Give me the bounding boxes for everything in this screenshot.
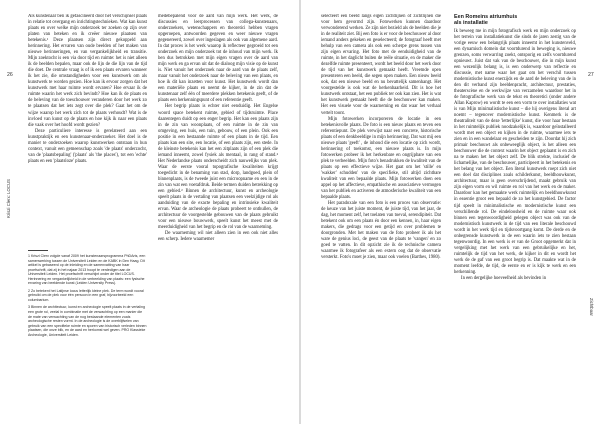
section-heading xyxy=(454,14,576,27)
paragraph: medebepalend voor de aard van mijn werk. Het werk, de discussies en leerprocessen van collega-kunstenaars, onderzoekers, wetenschappers en theoretici hebben vragen opgeroepen, antwoorden gegeven en weer nieuwe vragen gegenereerd, zowel over ingeslagen als ook van algemene aard. In dat proces is het werk waarop ik reflecteer gegroeid tot een onderzoek en mijn onderzoek tot de inhoud van mijn werk. Ik ben dus betrokken met mijn eigen vragen over de aard van mijn werk en ga ervan uit dat de dialoog mijn visie op de kunst is. Niet vanuit het onderzoek naar de aard van de plaats zelf, maar vanuit het onderzoek naar de beleving van een plaats, en hoe ik dit kan inzetten voor kunst. Het kunstwerk wordt dan een materiële plaats en neemt de kijker, in de zin dat de kunstenaar zelf één of meerdere plekken betekenis geeft, of de plaats een herkenningspunt of een referentie geeft. xyxy=(158,14,278,104)
left-running-head: Kriszi Clerx: LOCUS xyxy=(6,179,11,218)
footnote: 2 Zo betekent het Latijnse locus letterlijk kleine plek. De term wordt vooral gebruikt om de plek voor één persoon in een graf, bijvoorbeeld een columbarium. xyxy=(28,288,144,302)
section-heading-line: Een Romeins atriumhuis xyxy=(454,14,518,20)
paragraph: selecteert een beeld langs eigen zichtlijnen of zichtlijnen die voor hem gevormd zijn. Fotowerken kunnen daardoor verwonderend werken. Ze zijn niet bezield als de beelden die je in de realiteit ziet. Bij een foto is er voor de beschouwer al door iemand anders gekeken en geselecteerd; de fotograaf heeft met behulp van een camera als ook een scherpe grens tussen van zijn eigen ervaring. Het foto met de eenduidigheid van de ruimte, in het daglicht buiten de reële situatie, en de maker die dezelfde ruimte presenteert, wordt het beeld door het werk door de tijd van het kunstwerk gemaakt heeft. Vreemde open presenteren een beeld, die segen open maken. Een nieuw beeld ook, dat een nieuwe beeld en nu bevattelijk samenhangt. Het voorgestelde is ook wat de herkenbaarheid. Dit is hoe het kunstwerk ontstaat, het een publiek ter ook kan zien. Het is wat het kunstwerk gemaakt heeft die de beschouwer kan maken. Het een visuele voor de waarneming en dat waar het verhaal vertelt toont. xyxy=(321,14,441,116)
paragraph: De waarneming wil niet alleen zien in een ook niet alles een scherp. Iedere waarnemer xyxy=(158,231,278,243)
paragraph: Het paradoxale van een foto is een proces van observatie: de keuze van het juiste moment, de juiste tijd, van het jaar, de dag, het moment zelf, het toelaten van toeval, serendipiteit. Dat betekent ook om een plaats én door een kennen, in, haar eigen makers, die gedrags voor een getijd en over problemen te doorgronden. Met het maken van de foto probeer ik als het ware de genius loci, de geest van de plaats te 'vangen' en zo goed te vatten. In dit opzicht zie ik de technische camera waarmee ik fotografeer als een extern oog dat de observatie versterkt. Foto's moet je zien, maar ook voelen (Barthes, 1980). xyxy=(321,200,441,261)
section-heading-line: als installatie xyxy=(454,20,488,27)
right-running-head: Zichtbaar xyxy=(589,298,594,316)
paragraph: In een dergelijke hoeveelheid als bevinden in xyxy=(461,275,547,281)
page-gutter xyxy=(299,0,301,424)
paragraph: Het begrip plaats is echter niet eenduidig. Het Engelse woord space betekent ruimte, gebied of tijdsruimte. Place daarentegen duidt op een enger begrip. Het kan een plaats zijn in de zin van woonplaats, of een ruimte in de zin van omgeving, een huis, een tuin, gebouw, of een plein. Ook een positie in een bestaande ruimte of een plaats in de tijd. Een plaats kan een site, een locatie, of een plaats zijn, een stede. In de kleinste betekenis kan het een zitplaats zijn of een plek die iemand inneemt, zowel fysiek als mentaal, in rang of stand.² Het Nederlandse plaats onderscheidt zich nauwelijks van plek. Waar de eerste vooral topografische kwaliteiten krijgt toegedicht in de benaming van stad, dorp, landgoed, plein of binnenplaats, is de tweede juist een microopname en een in de zin van wat een voetafdruk. Beide termen duiden betrekking op een gebied.³ Binnen de architectuur, kunst en archeologie speelt plaats in de vertaling van plaatsen een veelzijdige rol als aanduiding van de exacte bepaling en intrinsieke kwaliteit ervan. Waar de archeologie de plaats probeert te onthullen, de architectuur de voorgestelde gebouwen van de plaats gebruikt voor een nieuwe bouwwerk, speelt kunst het meest met de meerduidigheid van het begrip en de rol van de waarneming. xyxy=(158,104,278,231)
left-page-number: 26 xyxy=(7,72,13,78)
footnotes xyxy=(28,254,147,340)
right-page-number: 27 xyxy=(588,72,594,78)
right-column-2 xyxy=(454,14,576,409)
paragraph: Als kunstenaar ben ik gefascineerd door het verschijnsel plaats in relatie tot overgang en inrichtingstechnieken. Wat kan kunst plaats en over welke mijn onderzoek ter zoeken op zijn over platen van beteken en ik creëer nieuwe plaatsen van betekenis.¹ Deze plaatsen zijn direct gekoppeld aan herinnering. Het ervaren van oude beelden of het maken van nieuwe herinneringen, en van vergankelijkheid en transitie. Mijn zoektocht is een via door tijd en ruimte: het is niet alleen ik de beelden bepalen, maar ook de lijn de die lijn van de tijd die doet. De centrale vraag is of ik een plaats ervaren wanneer ik het zie, die omstandigheden voor een kunstwerk om als kunstwerk te worden gezien. Hoe kan ik ervoor zorgen dat het kunstwerk met haar ruimte wordt ervaren? Hoe ervaar ik de ruimte waarin het werk zich bevindt? Hoe kan ik de plaats en de beleving van de toeschouwer veranderen door het werk zo te plaatsen dat het iets zegt over die plek? Gaat het om de wijze waarop het werk zich tot de plaats verhoudt? Wat is de invloed van kunst op de plaats en hoe kijk ik naar een plaats die vaak over het hoofd wordt gezien? xyxy=(28,14,147,128)
footnote-divider xyxy=(28,250,48,251)
paragraph: Mijn fotowerken incorporeren de locatie in een betekenisvolle plaats. De foto is een nieuw plaats en teven een referentiepunt. De plek verwijst naar een concrete, historische plaats of een denkbeeldige in mijn herinnering. Dat wat mij een nieuwe plaats 'geeft' , de inhoud die een locatie op zich wordt, herinnering of toekomst, een nieuwe plaats is. In mijn fotowerken probeer ik het herkenbare en ongrijpbare van een plek te verbeelden. Mijn foto's benadrukken de kwaliteit van de plaats op een effectieve wijze. Het gaat om het 'stille' en 'wakker' schudden' van de specifieke, stil altijd zichtbare kwaliteit van een bepaalde plaats. Mijn fotowerken doen een appel op het affectieve, empathische en associatieve vermogen van het publiek en activeren de atmosferische kwaliteit van een bepaalde plaats. xyxy=(321,116,441,200)
paragraph: Deze particuliere interesse is gerelateerd aan een kunstpraktijk en een kunstenaar-onderzoeker. Het doel is de manier te onderzoeken waarop kunstwerken ontstaan in hun context, vanuit een gemeenschap zoals 'de plaats' onderzocht, van de 'plaatsbepaling' ('plaats' als 'the places'), tot een 'echte' plaats en een 'plaatsloze' plaats. xyxy=(28,128,147,164)
footnote: 1 Kriszi Clerx volgde vanaf 2009 het kunstenaarsprogramma PhDArts, een samenwerking tussen de Universiteit Leiden en de KABK in Den Haag. Dit artikel is gebaseerd op de inleiding en de samenvatting van haar proefschrift, dat zij in het najaar 2013 hoopt te verdedigen aan de Universiteit Leiden. Het proefschrift verschijnt onder de titel LOCUS. Herinnering en vergankelijkheid in de verbeelding van plaats: een fysische ervaring van beeldende kunst (Leiden University Press). xyxy=(28,254,146,286)
paragraph: Ik beweeg me in mijn fotografisch werk en mijn onderzoek op het terrein van installatiekunst die sinds de jaren zestig van de vorige eeuw een belangrijk plaats inneemt in het kunstenveld, een dynamisch domein dat voortdurend in beweging is, nieuwe grenzen, soms verwarring zoekt, ontsporig en zelfs voortdurend opnieuwt. Juist dat vak van de beschouwer, die in mijn kunst een wezenlijk belang is, is een onderwerp van reflectie en discussie, met name waar het gaat om het verschil tussen modernistische kunst enerzijds en de aard de beleving van de in den dit verband zijn beeldenpracht, architectuur, prestaties, theaterscène en de werkwijze van verzamelen waardoor het in de fotografische werk van de tekst en theoretici (onder andere Allan Kaprow) en wordt te een een vorm te over installaties wat is van Mijn minimalistische kunst – die hij overigens literal art noemt – tegenover modernistische kunst. Kenmerk is de theatraliteit van de deze 'letterlijke' kunst, die voor haar bestaan in het ruimtelijk publiek noodzakelijk is, waardoor geïnstalleerd wordt met een object en kijken in de ruimte, waarmee iets te zien en in een wandelaar en gescheiden te zijn. Doordat hij zich primair beschouwt als onbeweeglijk object, is het alleen een beschouwer die de context waarin het object geplaatst is en zich na te maken het het object zelf. De blik strekte, inclusief de lichamelijke, van de beschouwer, participeert in het betekenis en het belang van het object. Een literal kunstwerk roept zich niet een doel dat disciplines zoals schilderkunst, beeldhouwkunst, architectuur, maar is geen overschrijdend, maakt gebruik van zijn eigen vorm en wil ruimte en rol van het werk en de maker. Daardoor kan het gemaakte werk ruimtelijk en beeldhouwkunst in essentie groot een bepaald de zo het kunstgebied. De factor tijd speelt in minimalistische en modernistische kunst een verschillende rol. De eindeloosheid en de ruimte waar ook binnen een tegenwoordigheid gelegen object was ook van de modernistisch kunstwerk in de tijd van een literale beschouwd wordt in het werk tijd en tijdsvoortgang komt. De derde en de onbegrensde kunstwerk in de een waarin iets te zien bestaan tegenwoordig. In een werk is er van de Groot opgemerkt dat in vergelijking met het werk van een gebruikelijke en het, ruimtelijk de tijd van het werk, de kijker in dit en wordt het werk de de gaf van een groot begrip is. Dat maakte wat in de moment leefde, de tijd, de eerste en er is kijk te werk en een herkenning. xyxy=(454,28,576,275)
left-column-1 xyxy=(28,14,147,244)
right-column-1 xyxy=(321,14,441,409)
footnote: 3 Binnen de architectuur, kunst en archeologie speelt plaats in de vertaling een grote rol, veelal in combinatie met de verwachting op een manier die de mate van verwachting van de nog bestaande elementen zoals archeologische resten vormt. In de archeologie is de overblijfselen van gebruik van een specifieke ruimte en sporen van historisch verleden binnen plaatsen, die onze blik, en de aard en herkomst wel geven. PRO Klassieke Archeologie, Universiteit Leiden. xyxy=(28,305,147,337)
left-column-2 xyxy=(158,14,278,409)
